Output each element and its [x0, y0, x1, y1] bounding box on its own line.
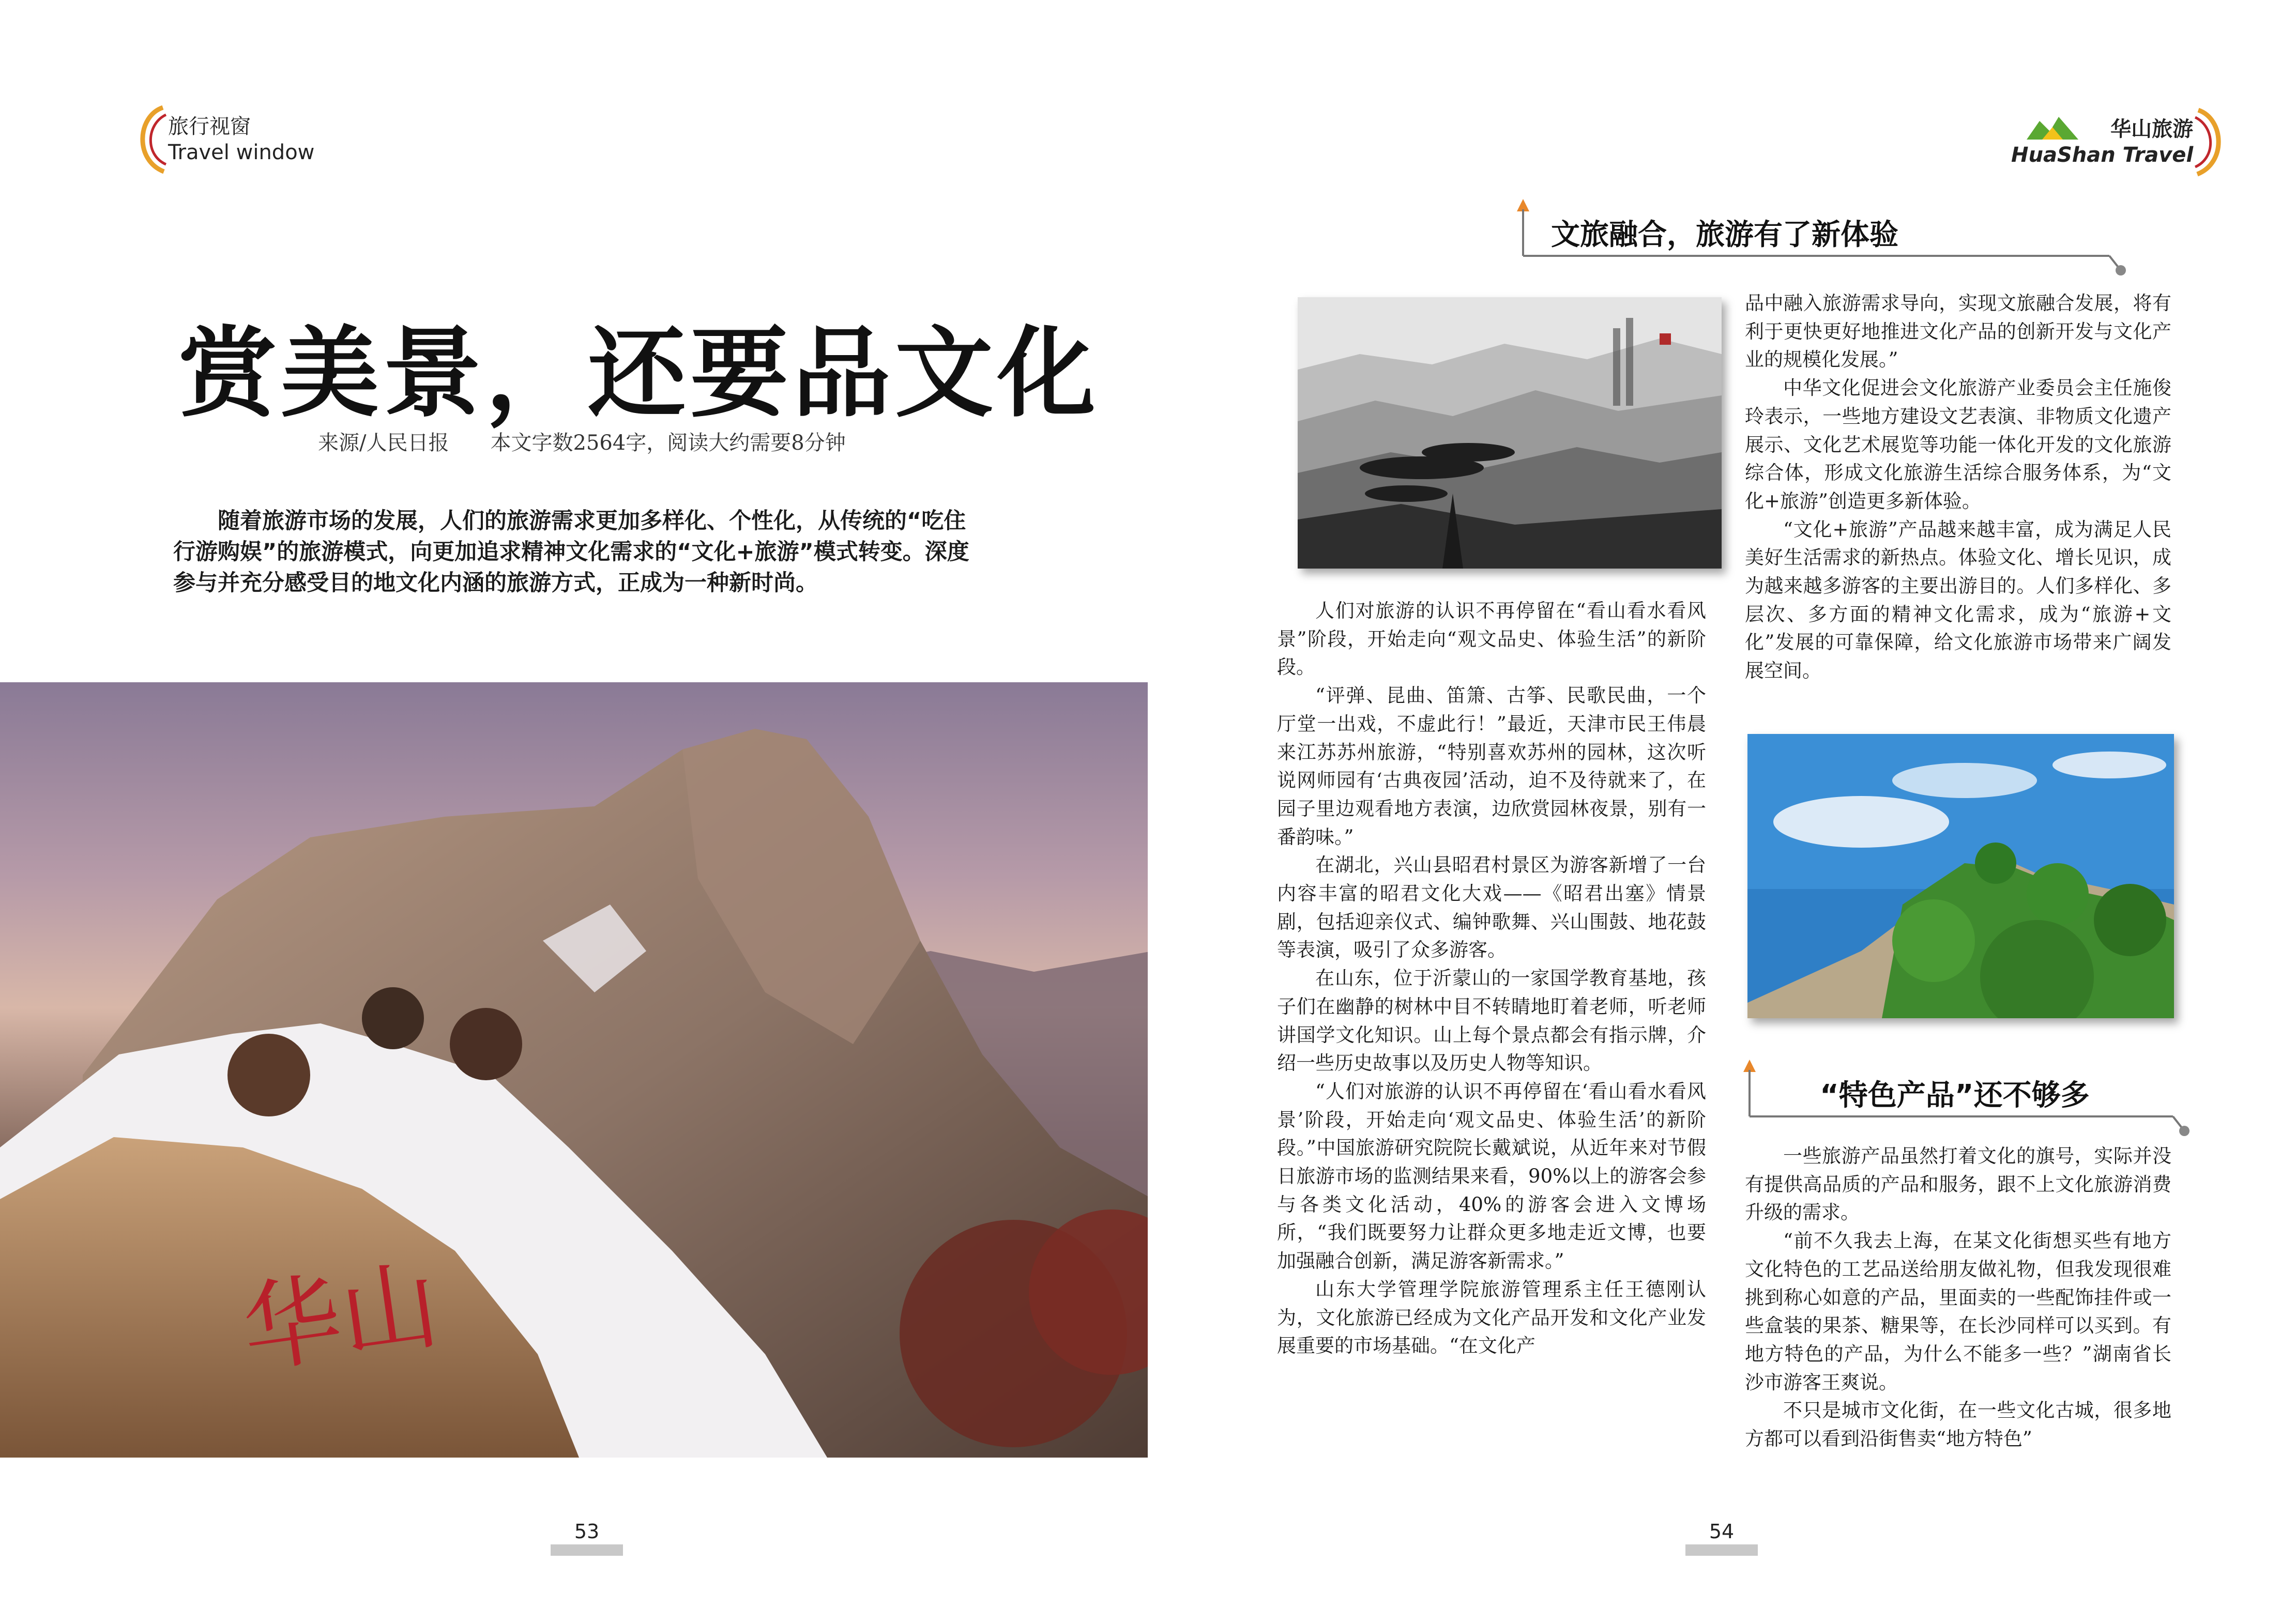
col1-paragraph: “评弹、昆曲、笛箫、古筝、民歌民曲，一个厅堂一出戏，不虚此行！”最近，天津市民王伟晨来江苏苏州旅游，“特别喜欢苏州的园林，这次听说网师园有‘古典夜园’活动，迫不及待就来了，在园子里边观看地方表演，边欣赏园林夜景，别有一番韵味。” — [1277, 684, 1706, 848]
article-meta — [318, 426, 1093, 456]
header-badge-left — [132, 103, 314, 176]
header-left-en: Travel window — [168, 141, 315, 164]
column-2-top — [1745, 289, 2171, 685]
hero-carved-text: 华山 — [235, 1247, 446, 1388]
swirl-logo-icon — [132, 103, 168, 176]
mountain-logo-icon — [2193, 106, 2229, 178]
meta-source: 来源/人民日报 — [318, 431, 449, 455]
header-right-cn: 华山旅游 — [2110, 117, 2194, 141]
right-page — [1148, 0, 2296, 1624]
meta-reading: 本文字数2564字，阅读大约需要8分钟 — [490, 431, 846, 455]
huashan-hero-photo — [0, 682, 1153, 1458]
col2-paragraph: 中华文化促进会文化旅游产业委员会主任施俊玲表示，一些地方建设文艺表演、非物质文化遗产展示、文化艺术展览等功能一体化开发的文化旅游综合体，形成文化旅游生活综合服务体系，为“文化+旅游”创造更多新体验。 — [1745, 377, 2171, 512]
page-number-right: 54 — [1685, 1520, 1758, 1556]
mountain-mark-icon — [2027, 115, 2078, 141]
column-1 — [1277, 597, 1706, 1360]
col2-paragraph: 一些旅游产品虽然打着文化的旗号，实际并没有提供高品质的产品和服务，跟不上文化旅游消费升级的需求。 — [1745, 1145, 2171, 1224]
col2-paragraph: 品中融入旅游需求导向，实现文旅融合发展，将有利于更快更好地推进文化产品的创新开发与文化产业的规模化发展。” — [1745, 292, 2171, 371]
green-peak-photo — [1747, 734, 2174, 1018]
lead-paragraph: 随着旅游市场的发展，人们的旅游需求更加多样化、个性化，从传统的“吃住行游购娱”的旅游模式，向更加追求精神文化需求的“文化+旅游”模式转变。深度参与并充分感受目的地文化内涵的旅游方式，正成为一种新时尚。 — [173, 508, 969, 596]
col1-paragraph: 在湖北，兴山县昭君村景区为游客新增了一台内容丰富的昭君文化大戏——《昭君出塞》情景剧，包括迎亲仪式、编钟歌舞、兴山围鼓、地花鼓等表演，吸引了众多游客。 — [1277, 854, 1706, 961]
header-right-en: HuaShan Travel — [2011, 143, 2194, 167]
col2-paragraph: “文化+旅游”产品越来越丰富，成为满足人民美好生活需求的新热点。体验文化、增长见识，成为越来越多游客的主要出游目的。人们多样化、多层次、多方面的精神文化需求，成为“旅游+文化”发展的可靠保障，给文化旅游市场带来广阔发展空间。 — [1745, 518, 2171, 682]
col1-paragraph: 山东大学管理学院旅游管理系主任王德刚认为，文化旅游已经成为文化产品开发和文化产业发展重要的市场基础。“在文化产 — [1277, 1278, 1706, 1357]
misty-pine-photo — [1298, 297, 1722, 569]
section1-title: 文旅融合，旅游有了新体验 — [1551, 218, 1898, 252]
page-number-left: 53 — [551, 1520, 623, 1556]
col1-paragraph: “人们对旅游的认识不再停留在‘看山看水看风景’阶段，开始走向‘观文品史、体验生活’的新阶段。”中国旅游研究院院长戴斌说，从近年来对节假日旅游市场的监测结果来看，90%以上的游客会参与各类文化活动，40%的游客会进入文博场所，“我们既要努力让群众更多地走近文博，也要加强融合创新，满足游客新需求。” — [1277, 1080, 1706, 1273]
header-left-cn: 旅行视窗 — [168, 115, 251, 139]
col2-paragraph: “前不久我去上海，在某文化街想买些有地方文化特色的工艺品送给朋友做礼物，但我发现很难挑到称心如意的产品，里面卖的一些配饰挂件或一些盒装的果茶、糖果等，在长沙同样可以买到。有地方特色的产品，为什么不能多一些？”湖南省长沙市游客王爽说。 — [1745, 1230, 2171, 1393]
column-2-bottom — [1745, 1142, 2171, 1453]
section2-title: “特色产品”还不够多 — [1820, 1079, 2090, 1112]
col1-paragraph: 人们对旅游的认识不再停留在“看山看水看风景”阶段，开始走向“观文品史、体验生活”的新阶段。 — [1277, 600, 1706, 679]
col2-paragraph: 不只是城市文化街，在一些文化古城，很多地方都可以看到沿街售卖“地方特色” — [1745, 1399, 2171, 1450]
article-title: 赏美景，还要品文化 — [178, 316, 1100, 431]
col1-paragraph: 在山东，位于沂蒙山的一家国学教育基地，孩子们在幽静的树林中目不转睛地盯着老师，听老师讲国学文化知识。山上每个景点都会有指示牌，介绍一些历史故事以及历史人物等知识。 — [1277, 967, 1706, 1075]
